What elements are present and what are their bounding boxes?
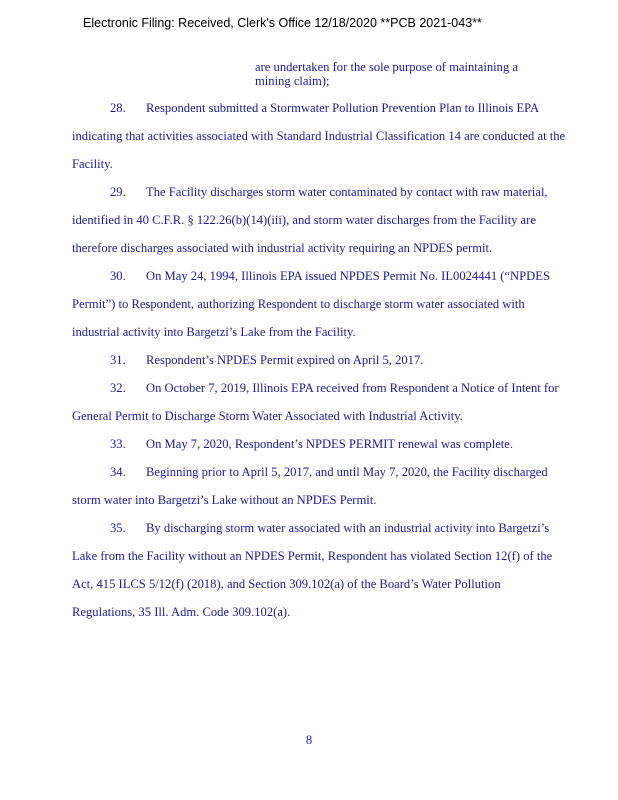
paragraph-number-31: 31. <box>110 353 126 367</box>
paragraph-35-line-2: Lake from the Facility without an NPDES Permit, Respondent has violated Section 12(f) of the <box>72 549 553 563</box>
paragraph-35-line-4: Regulations, 35 Ill. Adm. Code 309.102(a). <box>72 605 291 619</box>
paragraph-31-line-1: Respondent’s NPDES Permit expired on April 5, 2017. <box>146 353 424 367</box>
paragraph-32-line-1: On October 7, 2019, Illinois EPA received from Respondent a Notice of Intent for <box>146 381 559 395</box>
paragraph-34-line-1: Beginning prior to April 5, 2017, and until May 7, 2020, the Facility discharged <box>146 465 548 479</box>
paragraph-number-34: 34. <box>110 465 126 479</box>
paragraph-28-line-3: Facility. <box>72 157 113 171</box>
paragraph-35-line-3: Act, 415 ILCS 5/12(f) (2018), and Section 309.102(a) of the Board’s Water Pollution <box>72 577 501 591</box>
paragraph-28-line-1: Respondent submitted a Stormwater Pollution Prevention Plan to Illinois EPA <box>146 101 540 115</box>
paragraph-35-line-1: By discharging storm water associated with an industrial activity into Bargetzi’s <box>146 521 550 535</box>
paragraph-32-line-2: General Permit to Discharge Storm Water Associated with Industrial Activity. <box>72 409 463 423</box>
filing-stamp: Electronic Filing: Received, Clerk's Office 12/18/2020 **PCB 2021-043** <box>83 16 482 30</box>
paragraph-30-line-2: Permit”) to Respondent, authorizing Respondent to discharge storm water associated with <box>72 297 525 311</box>
paragraph-number-30: 30. <box>110 269 126 283</box>
paragraph-33-line-1: On May 7, 2020, Respondent’s NPDES PERMIT renewal was complete. <box>146 437 514 451</box>
paragraph-29-line-3: therefore discharges associated with industrial activity requiring an NPDES permit. <box>72 241 493 255</box>
paragraph-number-29: 29. <box>110 185 126 199</box>
paragraph-number-28: 28. <box>110 101 126 115</box>
paragraph-30-line-1: On May 24, 1994, Illinois EPA issued NPDES Permit No. IL0024441 (“NPDES <box>146 269 550 283</box>
paragraph-number-33: 33. <box>110 437 126 451</box>
paragraph-34-line-2: storm water into Bargetzi’s Lake without an NPDES Permit. <box>72 493 377 507</box>
paragraph-number-32: 32. <box>110 381 126 395</box>
paragraph-29-line-1: The Facility discharges storm water contaminated by contact with raw material, <box>146 185 548 199</box>
page-number: 8 <box>305 733 313 747</box>
indented-line-1: are undertaken for the sole purpose of maintaining a <box>255 60 518 74</box>
paragraph-28-line-2: indicating that activities associated with Standard Industrial Classification 14 are conducted at the <box>72 129 566 143</box>
paragraph-30-line-3: industrial activity into Bargetzi’s Lake from the Facility. <box>72 325 356 339</box>
paragraph-number-35: 35. <box>110 521 126 535</box>
paragraph-29-line-2: identified in 40 C.F.R. § 122.26(b)(14)(iii), and storm water discharges from the Facility are <box>72 213 536 227</box>
indented-line-2: mining claim); <box>255 74 330 88</box>
